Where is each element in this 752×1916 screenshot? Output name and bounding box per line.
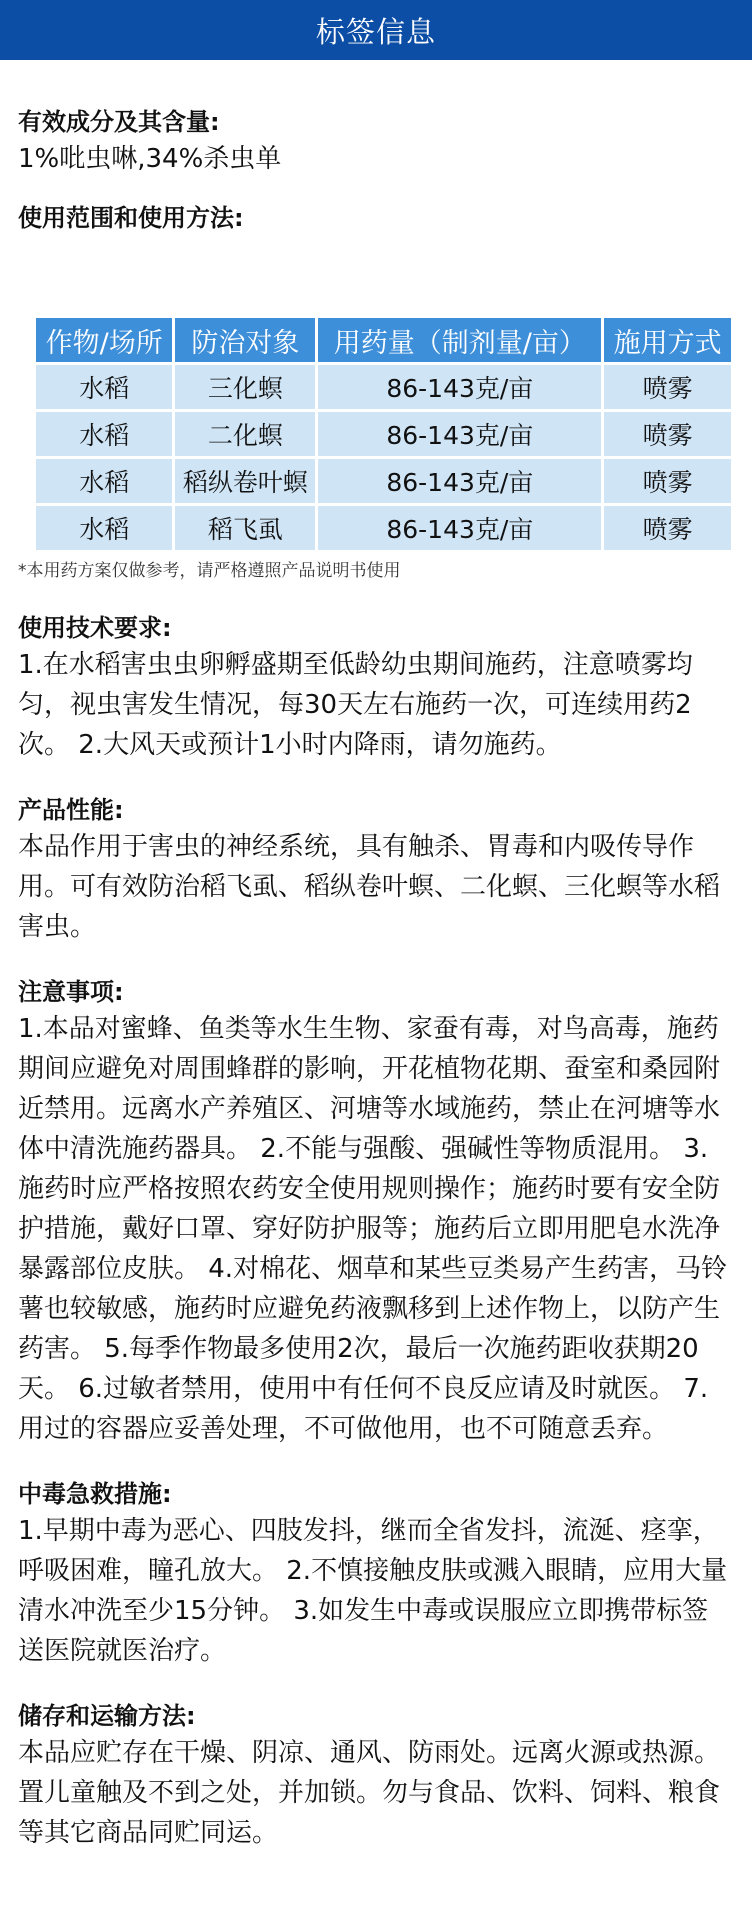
table-cell-crop: 水稻 — [36, 412, 172, 456]
column-header-target: 防治对象 — [175, 318, 315, 362]
table-cell-dosage: 86-143克/亩 — [318, 365, 601, 409]
table-row — [36, 412, 731, 456]
ingredients-text: 1%吡虫啉,34%杀虫单 — [18, 144, 282, 174]
performance-heading: 产品性能: — [18, 796, 124, 824]
dosage-table — [33, 315, 734, 553]
table-disclaimer: *本用药方案仅做参考，请严格遵照产品说明书使用 — [18, 561, 401, 581]
page-header — [0, 0, 752, 60]
firstaid-text: 1.早期中毒为恶心、四肢发抖，继而全省发抖，流涎、痉挛，呼吸困难，瞳孔放大。 2.不慎接触皮肤或溅入眼睛，应用大量清水冲洗至少15分钟。 3.如发生中毒或误服应立即携带标签送医院就医治疗。 — [18, 1516, 728, 1666]
performance-text: 本品作用于害虫的神经系统，具有触杀、胃毒和内吸传导作用。可有效防治稻飞虱、稻纵卷叶螟、二化螟、三化螟等水稻害虫。 — [18, 832, 721, 942]
cautions-heading: 注意事项: — [18, 978, 124, 1006]
column-header-crop: 作物/场所 — [36, 318, 172, 362]
table-cell-method: 喷雾 — [604, 412, 731, 456]
table-cell-method: 喷雾 — [604, 506, 731, 550]
table-row — [36, 365, 731, 409]
table-cell-target: 稻纵卷叶螟 — [175, 459, 315, 503]
table-cell-dosage: 86-143克/亩 — [318, 412, 601, 456]
table-cell-method: 喷雾 — [604, 459, 731, 503]
table-cell-target: 二化螟 — [175, 412, 315, 456]
table-cell-dosage: 86-143克/亩 — [318, 459, 601, 503]
usage-heading: 使用范围和使用方法: — [18, 204, 244, 232]
table-row — [36, 459, 731, 503]
storage-text: 本品应贮存在干燥、阴凉、通风、防雨处。远离火源或热源。置儿童触及不到之处，并加锁。勿与食品、饮料、饲料、粮食等其它商品同贮同运。 — [18, 1738, 721, 1848]
tech-text: 1.在水稻害虫虫卵孵盛期至低龄幼虫期间施药，注意喷雾均匀，视虫害发生情况，每30天左右施药一次，可连续用药2次。 2.大风天或预计1小时内降雨，请勿施药。 — [18, 650, 693, 760]
table-cell-crop: 水稻 — [36, 506, 172, 550]
column-header-dosage: 用药量（制剂量/亩） — [318, 318, 601, 362]
ingredients-heading: 有效成分及其含量: — [18, 108, 220, 136]
table-cell-dosage: 86-143克/亩 — [318, 506, 601, 550]
page-title: 标签信息 — [315, 14, 436, 49]
label-content — [0, 105, 752, 1853]
table-header-row — [36, 318, 731, 362]
table-cell-target: 稻飞虱 — [175, 506, 315, 550]
firstaid-heading: 中毒急救措施: — [18, 1480, 172, 1508]
table-cell-target: 三化螟 — [175, 365, 315, 409]
table-cell-crop: 水稻 — [36, 459, 172, 503]
storage-heading: 储存和运输方法: — [18, 1702, 196, 1730]
cautions-text: 1.本品对蜜蜂、鱼类等水生生物、家蚕有毒，对鸟高毒，施药期间应避免对周围蜂群的影响，开花植物花期、蚕室和桑园附近禁用。远离水产养殖区、河塘等水域施药，禁止在河塘等水体中清洗施药器具。 2.不能与强酸、强碱性等物质混用。 3.施药时应严格按照农药安全使用规则操作；施药时要有安全防护措施，戴好口罩、穿好防护服等；施药后立即用肥皂水洗净暴露部位皮肤。 4.对棉花、烟草和某些豆类易产生药害，马铃薯也较敏感，施药时应避免药液飘移到上述作物上，以防产生药害。 5.每季作物最多使用2次，最后一次施药距收获期20天。 6.过敏者禁用，使用中有任何不良反应请及时就医。 7.用过的容器应妥善处理，不可做他用，也不可随意丢弃。 — [18, 1014, 728, 1444]
tech-heading: 使用技术要求: — [18, 614, 172, 642]
table-cell-crop: 水稻 — [36, 365, 172, 409]
table-cell-method: 喷雾 — [604, 365, 731, 409]
table-row — [36, 506, 731, 550]
column-header-method: 施用方式 — [604, 318, 731, 362]
